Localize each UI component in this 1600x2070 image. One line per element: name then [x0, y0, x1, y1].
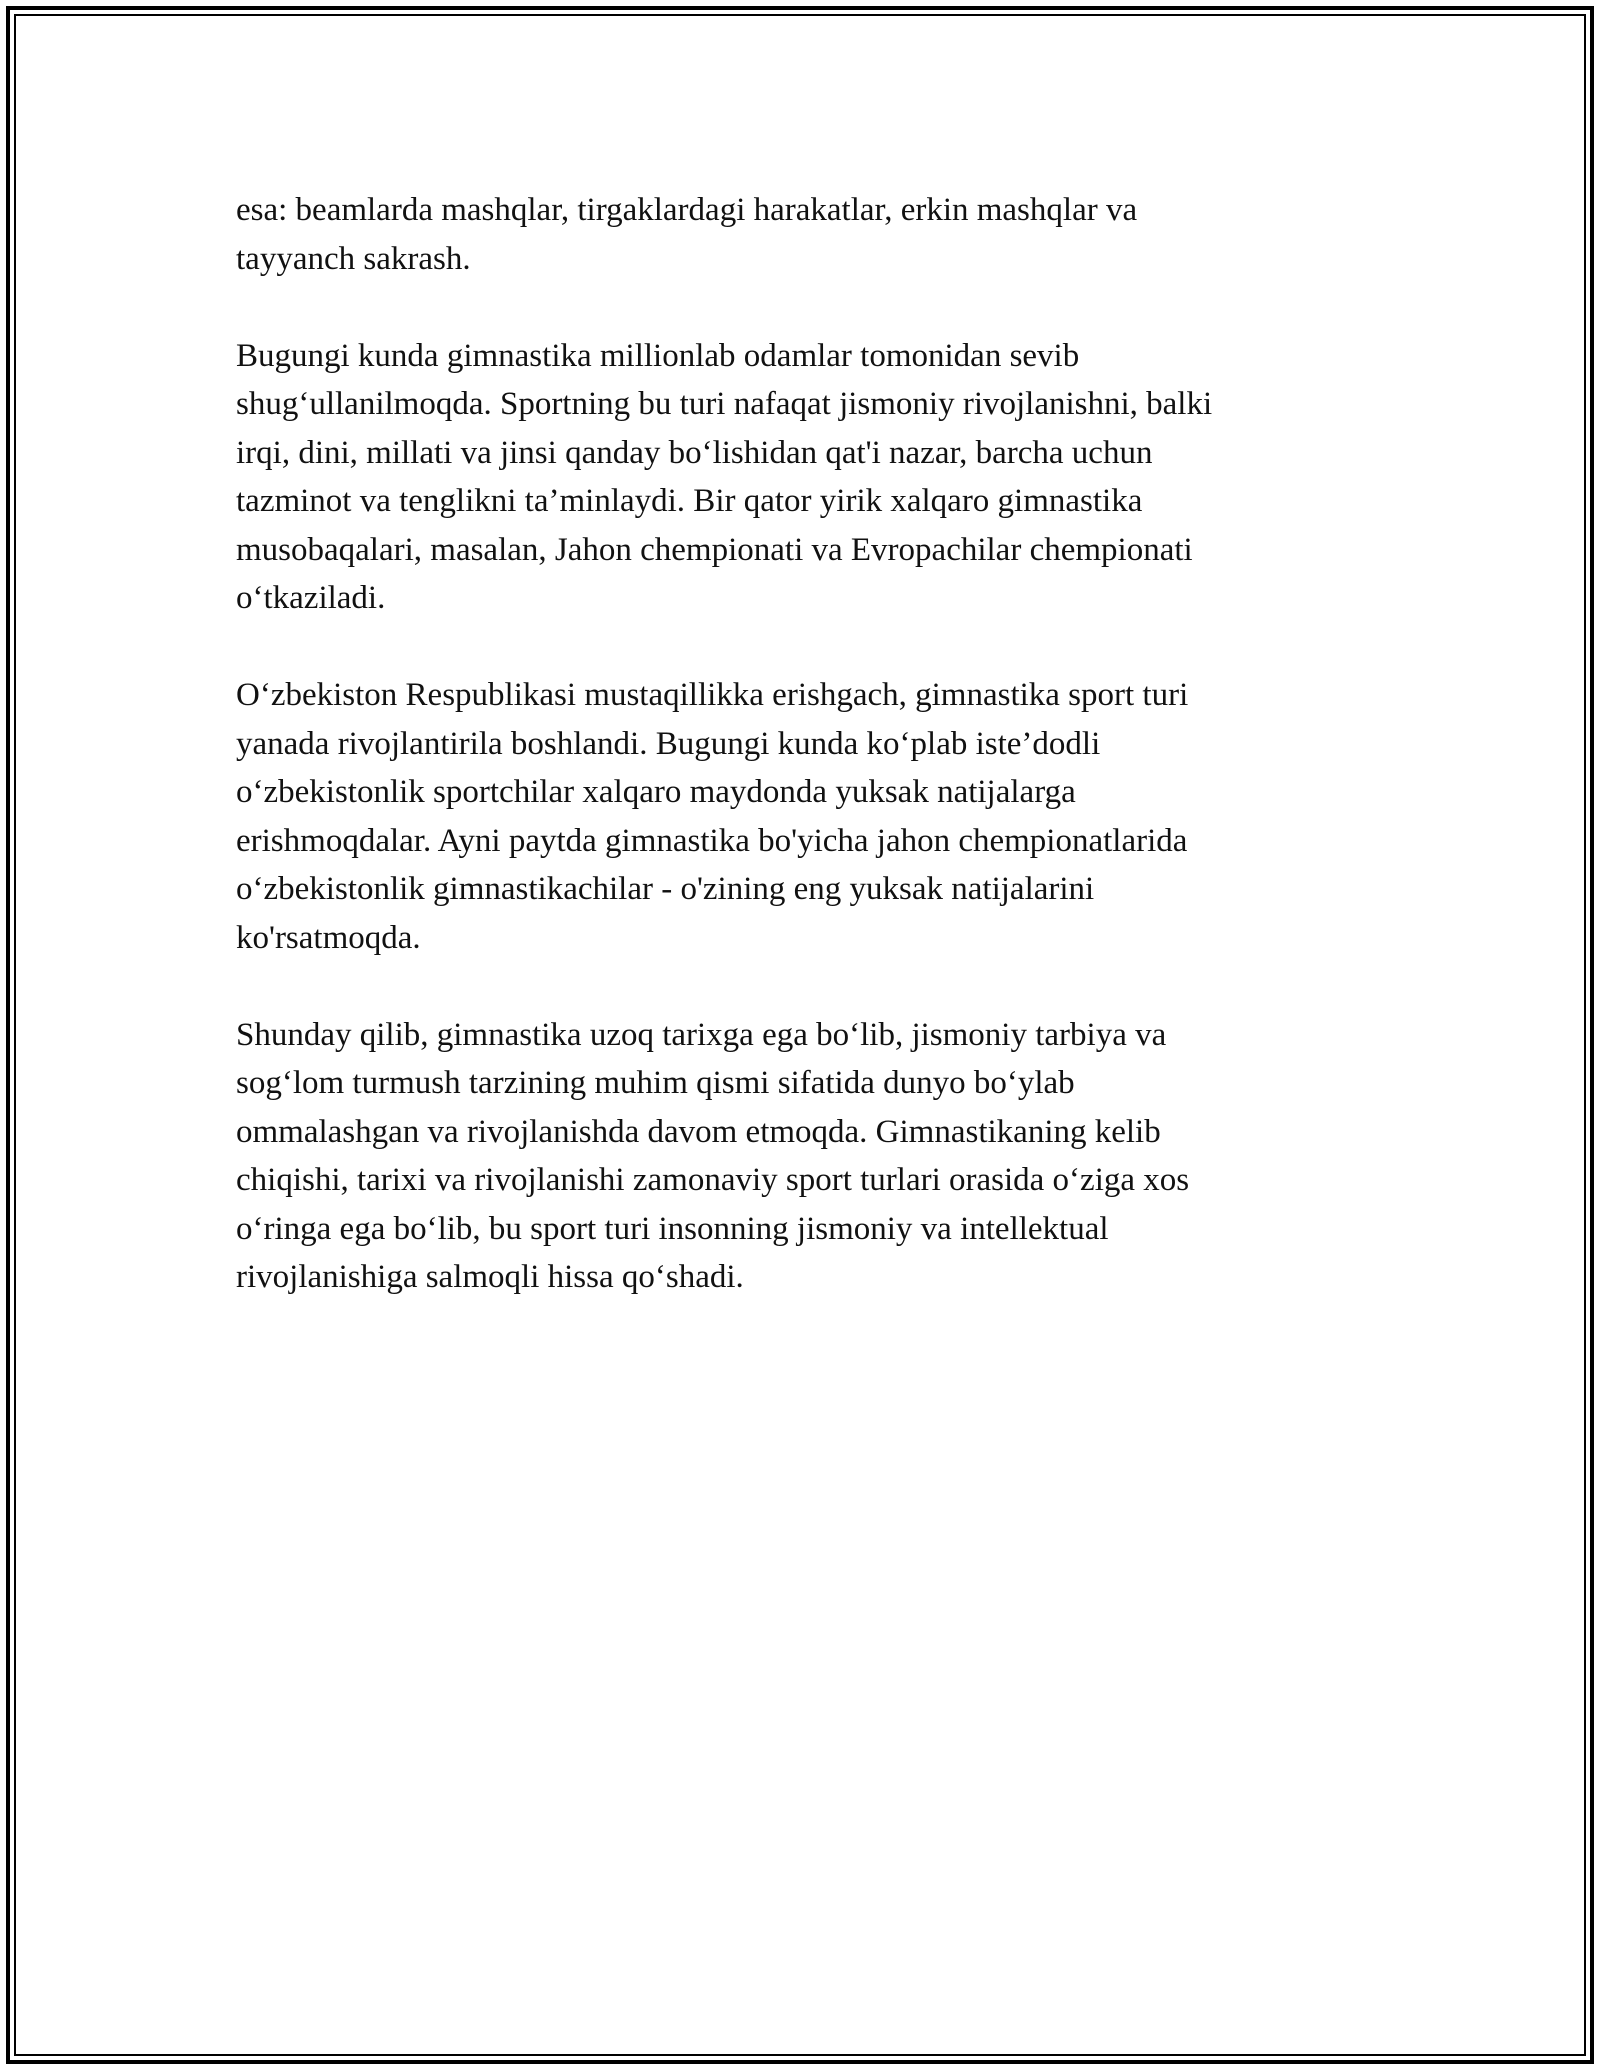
paragraph-2: Bugungi kunda gimnastika millionlab odamlar tomonidan sevib shug‘ullanilmoqda. Sportning bu turi nafaqat jismoniy rivojlanishni, balki irqi, dini, millati va jinsi qanday bo‘lishidan qat'i nazar, barcha uchun tazminot va tenglikni ta’minlaydi. Bir qator yirik xalqaro gimnastika musobaqalari, masalan, Jahon chempionati va Evropachilar chempionati o‘tkaziladi.	[236, 337, 1213, 616]
document-body	[236, 186, 1366, 1350]
paragraph-4: Shunday qilib, gimnastika uzoq tarixga ega bo‘lib, jismoniy tarbiya va sog‘lom turmush tarzining muhim qismi sifatida dunyo bo‘ylab ommalashgan va rivojlanishda davom etmoqda. Gimnastikaning kelib chiqishi, tarixi va rivojlanishi zamonaviy sport turlari orasida o‘ziga xos o‘ringa ega bo‘lib, bu sport turi insonning jismoniy va intellektual rivojlanishiga salmoqli hissa qo‘shadi.	[236, 1016, 1190, 1295]
paragraph-3: O‘zbekiston Respublikasi mustaqillikka erishgach, gimnastika sport turi yanada rivojlantirila boshlandi. Bugungi kunda ko‘plab iste’dodli o‘zbekistonlik sportchilar xalqaro maydonda yuksak natijalarga erishmoqdalar. Ayni paytda gimnastika bo'yicha jahon chempionatlarida o‘zbekistonlik gimnastikachilar - o'zining eng yuksak natijalarini ko'rsatmoqda.	[236, 677, 1189, 956]
paragraph-1: esa: beamlarda mashqlar, tirgaklardagi harakatlar, erkin mashqlar va tayyanch sakrash.	[236, 192, 1138, 277]
